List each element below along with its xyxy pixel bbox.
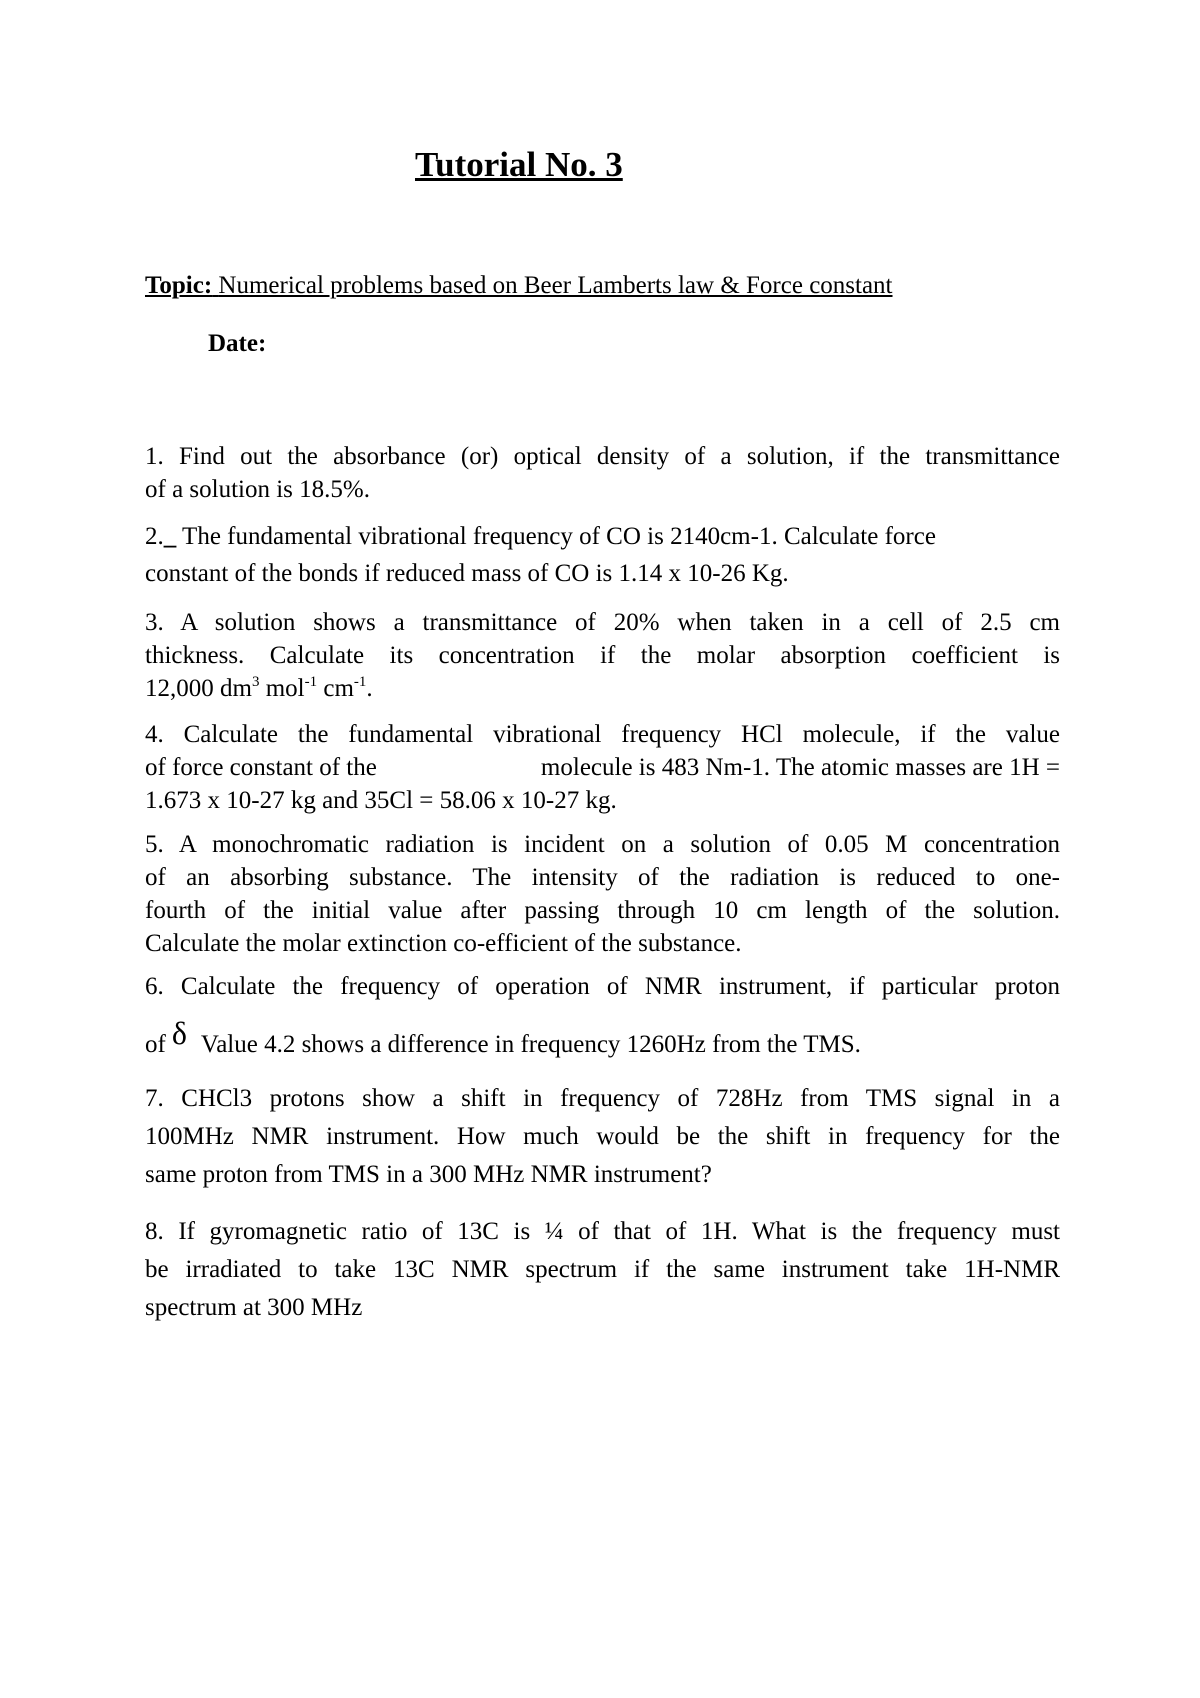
question-3-cm: cm <box>317 675 354 702</box>
question-5-line-4: Calculate the molar extinction co-efficient of the substance. <box>145 930 742 957</box>
question-3-value: 12,000 dm <box>145 675 252 702</box>
question-8-line-3: spectrum at 300 MHz <box>145 1294 363 1321</box>
question-8-line-1: 8. If gyromagnetic ratio of 13C is ¼ of that of 1H. What is the frequency must <box>145 1218 1060 1245</box>
question-2-line-1 <box>145 518 1060 555</box>
question-7-line-2: 100MHz NMR instrument. How much would be the shift in frequency for the <box>145 1123 1060 1150</box>
question-4-line-2 <box>145 751 1060 784</box>
question-7-line-3: same proton from TMS in a 300 MHz NMR instrument? <box>145 1161 712 1188</box>
question-3-mol: mol <box>259 675 305 702</box>
question-1-line-2: of a solution is 18.5%. <box>145 476 370 503</box>
question-4-line-3: 1.673 x 10-27 kg and 35Cl = 58.06 x 10-27 kg. <box>145 787 617 814</box>
question-3 <box>145 606 1060 705</box>
question-5-line-1: 5. A monochromatic radiation is incident on a solution of 0.05 M concentration <box>145 831 1060 858</box>
question-6-line-2-text: Value 4.2 shows a difference in frequency 1260Hz from the TMS. <box>200 1031 861 1058</box>
topic-text: Numerical problems based on Beer Lamberts law & Force constant <box>218 272 893 299</box>
question-8-line-2: be irradiated to take 13C NMR spectrum if the same instrument take 1H-NMR <box>145 1256 1060 1283</box>
question-5 <box>145 828 1060 960</box>
question-4 <box>145 718 1060 817</box>
question-4-line-1: 4. Calculate the fundamental vibrational frequency HCl molecule, if the value <box>145 721 1060 748</box>
question-3-sup-3: -1 <box>353 674 367 690</box>
question-5-line-3: fourth of the initial value after passing through 10 cm length of the solution. <box>145 897 1060 924</box>
question-6 <box>145 970 1060 1061</box>
question-2-line-1-text: The fundamental vibrational frequency of CO is 2140cm-1. Calculate force <box>176 523 936 550</box>
question-2-number: 2. <box>145 523 164 550</box>
question-3-sup-2: -1 <box>304 674 318 690</box>
question-2 <box>145 518 1060 592</box>
page-title: Tutorial No. 3 <box>415 145 623 184</box>
question-3-line-3 <box>145 672 1060 705</box>
question-4-line-2a: of force constant of the <box>145 754 377 781</box>
question-6-of: of <box>145 1031 166 1058</box>
question-6-line-1: 6. Calculate the frequency of operation of NMR instrument, if particular proton <box>145 973 1060 1000</box>
question-7-line-1: 7. CHCl3 protons show a shift in frequency of 728Hz from TMS signal in a <box>145 1085 1060 1112</box>
date-label: Date: <box>208 330 267 357</box>
question-5-line-2: of an absorbing substance. The intensity of the radiation is reduced to one- <box>145 864 1060 891</box>
question-3-line-2: thickness. Calculate its concentration if the molar absorption coefficient is <box>145 642 1060 669</box>
topic-line <box>145 272 893 300</box>
question-1-line-1: 1. Find out the absorbance (or) optical density of a solution, if the transmittance <box>145 443 1060 470</box>
question-8 <box>145 1213 1060 1327</box>
question-6-line-2 <box>145 1017 1060 1061</box>
question-7 <box>145 1080 1060 1194</box>
topic-label: Topic: <box>145 272 213 299</box>
question-3-period: . <box>366 675 373 702</box>
question-2-underscore: _ <box>163 523 177 550</box>
question-2-line-2: constant of the bonds if reduced mass of CO is 1.14 x 10-26 Kg. <box>145 560 789 587</box>
delta-symbol-icon: δ <box>171 1015 187 1051</box>
question-3-sup-1: 3 <box>251 674 260 690</box>
question-4-line-2b: molecule is 483 Nm-1. The atomic masses are 1H = <box>540 754 1060 781</box>
question-3-line-1: 3. A solution shows a transmittance of 20% when taken in a cell of 2.5 cm <box>145 609 1060 636</box>
question-1 <box>145 440 1060 506</box>
